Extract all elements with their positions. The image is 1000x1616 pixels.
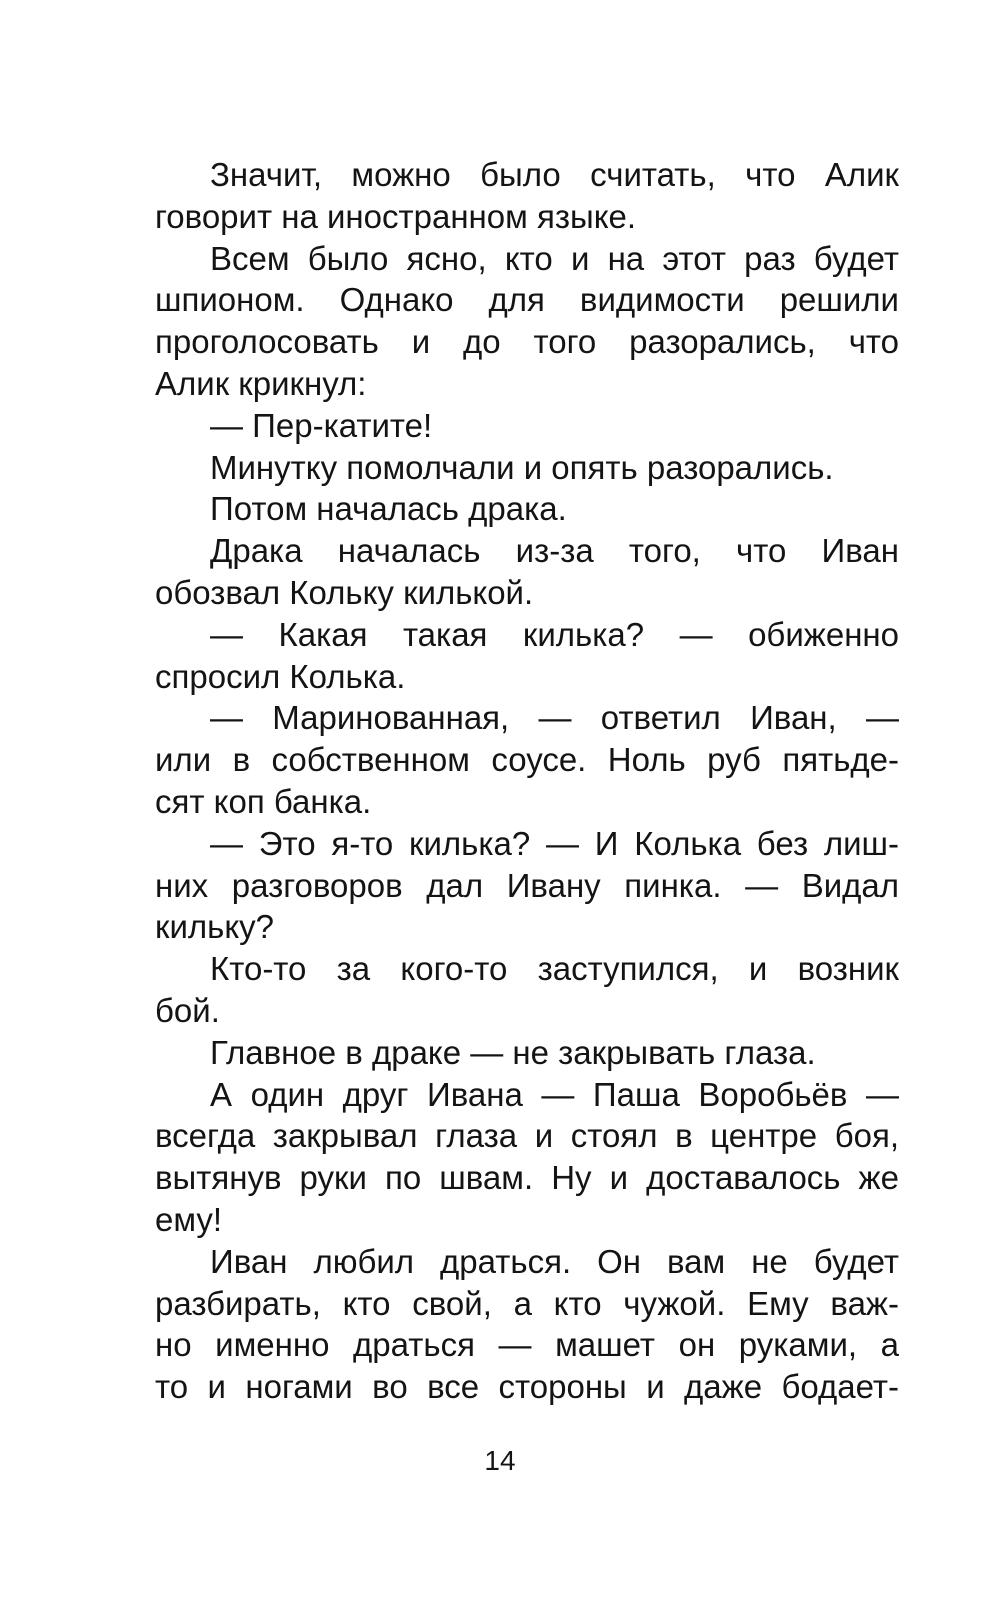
text-line: бой.: [155, 991, 220, 1029]
text-line: А один друг Ивана — Паша Воробьёв —: [210, 1075, 899, 1113]
text-line: спросил Колька.: [155, 657, 406, 695]
text-line: — Это я-то килька? — И Колька без лиш-: [210, 824, 899, 862]
text-line: или в собственном соусе. Ноль руб пятьде-: [155, 741, 899, 779]
text-line: Значит, можно было считать, что Алик: [210, 156, 899, 193]
text-line: — Пер-катите!: [210, 406, 433, 444]
text-line: — Какая такая килька? — обиженно: [210, 615, 899, 653]
text-line: шпионом. Однако для видимости решили: [155, 281, 899, 319]
text-line: разбирать, кто свой, а кто чужой. Ему важ-: [155, 1284, 899, 1322]
text-line: Потом началась драка.: [210, 490, 567, 528]
text-line: говорит на иностранном языке.: [155, 197, 637, 235]
text-line: сят коп банка.: [155, 782, 372, 820]
text-line: — Маринованная, — ответил Иван, —: [210, 699, 899, 737]
text-line: Кто-то за кого-то заступился, и возник: [210, 950, 899, 988]
text-line: них разговоров дал Ивану пинка. — Видал: [155, 866, 899, 904]
text-line: то и ногами во все стороны и даже бодает-: [155, 1368, 899, 1406]
text-line: но именно драться — машет он руками, а: [155, 1326, 899, 1364]
text-line: Иван любил драться. Он вам не будет: [210, 1242, 899, 1280]
text-line: обозвал Кольку килькой.: [155, 573, 534, 611]
text-line: Всем было ясно, кто и на этот раз будет: [210, 239, 899, 277]
text-line: кильку?: [155, 908, 274, 946]
text-line: Драка началась из-за того, что Иван: [210, 532, 899, 570]
text-line: проголосовать и до того разорались, что: [155, 323, 899, 361]
text-line: всегда закрывал глаза и стоял в центре боя,: [155, 1117, 899, 1155]
text-line: Минутку помолчали и опять разорались.: [210, 448, 834, 486]
text-line: ему!: [155, 1200, 223, 1238]
text-line: вытянув руки по швам. Ну и доставалось же: [155, 1159, 899, 1197]
body-text: [155, 154, 899, 1408]
text-line: Алик крикнул:: [155, 364, 367, 402]
text-line: Главное в драке — не закрывать глаза.: [210, 1033, 816, 1071]
page-number: 14: [484, 1445, 516, 1476]
